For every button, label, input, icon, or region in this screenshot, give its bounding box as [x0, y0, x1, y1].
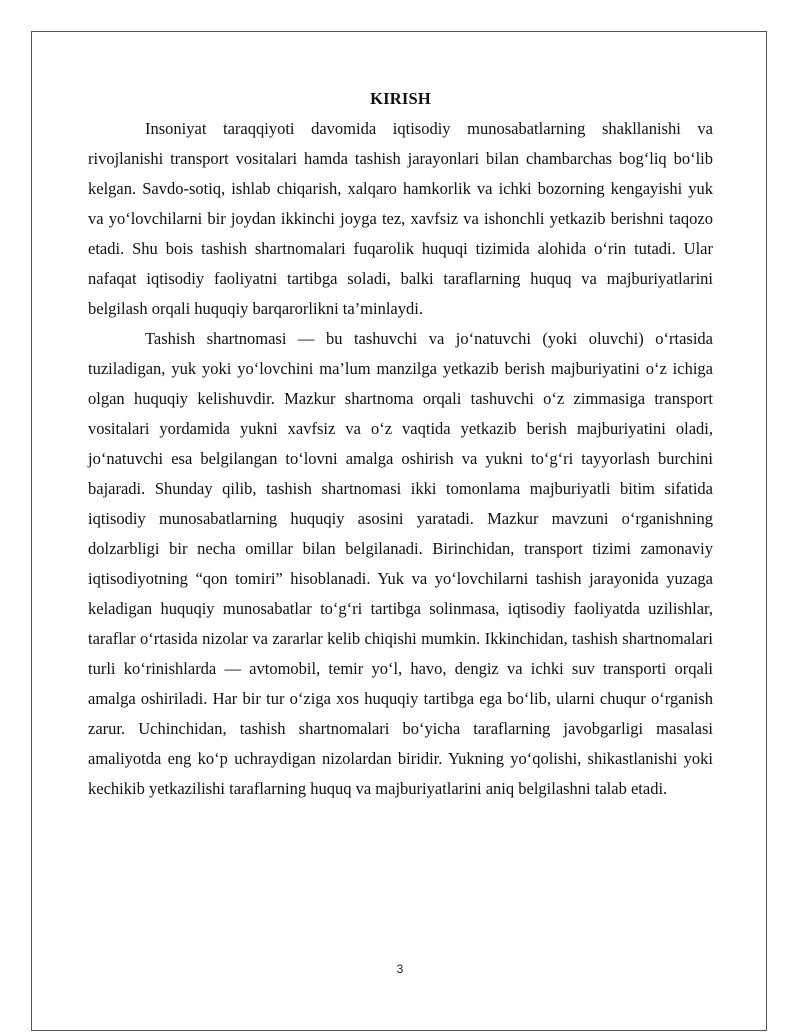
document-body	[88, 84, 713, 804]
page-number: 3	[396, 962, 404, 976]
paragraph-introduction: Insoniyat taraqqiyoti davomida iqtisodiy munosabatlarning shakllanishi va rivojlanishi transport vositalari hamda tashish jarayonlari bilan chambarchas bog‘liq bo‘lib kelgan. Savdo-sotiq, ishlab chiqarish, xalqaro hamkorlik va ichki bozorning kengayishi yuk va yo‘lovchilarni bir joydan ikkinchi joyga tez, xavfsiz va ishonchli yetkazib berishni taqozo etadi. Shu bois tashish shartnomalari fuqarolik huquqi tizimida alohida o‘rin tutadi. Ular nafaqat iqtisodiy faoliyatni tartibga soladi, balki taraflarning huquq va majburiyatlarini belgilash orqali huquqiy barqarorlikni ta’minlaydi.	[88, 119, 713, 318]
section-title: KIRISH	[370, 89, 431, 108]
paragraph-contract-definition: Tashish shartnomasi — bu tashuvchi va jo‘natuvchi (yoki oluvchi) o‘rtasida tuziladigan, yuk yoki yo‘lovchini ma’lum manzilga yetkazib berish majburiyatini o‘z ichiga olgan huquqiy kelishuvdir. Mazkur shartnoma orqali tashuvchi o‘z zimmasiga transport vositalari yordamida yukni xavfsiz va o‘z vaqtida yetkazib berish majburiyatini oladi, jo‘natuvchi esa belgilangan to‘lovni amalga oshirish va yukni to‘g‘ri tayyorlash burchini bajaradi. Shunday qilib, tashish shartnomasi ikki tomonlama majburiyatli bitim sifatida iqtisodiy munosabatlarning huquqiy asosini yaratadi. Mazkur mavzuni o‘rganishning dolzarbligi bir necha omillar bilan belgilanadi. Birinchidan, transport tizimi zamonaviy iqtisodiyotning “qon tomiri” hisoblanadi. Yuk va yo‘lovchilarni tashish jarayonida yuzaga keladigan huquqiy munosabatlar to‘g‘ri tartibga solinmasa, iqtisodiy faoliyatda uzilishlar, taraflar o‘rtasida nizolar va zararlar kelib chiqishi mumkin. Ikkinchidan, tashish shartnomalari turli ko‘rinishlarda — avtomobil, temir yo‘l, havo, dengiz va ichki suv transporti orqali amalga oshiriladi. Har bir tur o‘ziga xos huquqiy tartibga ega bo‘lib, ularni chuqur o‘rganish zarur. Uchinchidan, tashish shartnomalari bo‘yicha taraflarning javobgarligi masalasi amaliyotda eng ko‘p uchraydigan nizolardan biridir. Yukning yo‘qolishi, shikastlanishi yoki kechikib yetkazilishi taraflarning huquq va majburiyatlarini aniq belgilashni talab etadi.	[88, 329, 713, 798]
